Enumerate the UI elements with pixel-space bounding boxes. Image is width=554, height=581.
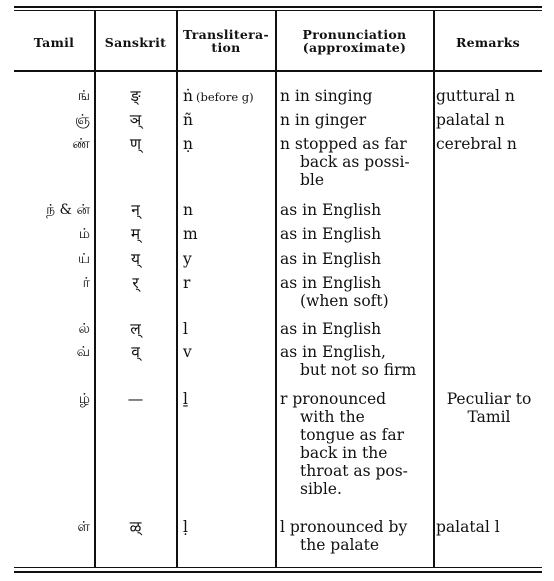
tamil-letter: ங் <box>77 88 90 104</box>
pronunciation-line: as in English <box>280 250 382 268</box>
header-sanskrit: Sanskrit <box>104 35 167 50</box>
transliteration <box>183 225 198 243</box>
transliteration-letter: n <box>183 201 193 219</box>
column-divider-3 <box>275 11 277 567</box>
pronunciation <box>280 111 432 129</box>
tamil-letter: ழ் <box>78 391 90 407</box>
remarks-line: palatal n <box>436 111 505 129</box>
transliteration-letter: ṇ <box>183 135 193 153</box>
header-pronunciation-line-2: (approximate) <box>302 40 407 55</box>
transliteration-letter: l <box>183 320 188 338</box>
remarks-line: Peculiar to <box>446 390 532 408</box>
pronunciation-line: as in English <box>280 201 382 219</box>
transliteration-letter: v <box>183 343 192 361</box>
transliteration <box>183 518 188 536</box>
pronunciation-line: (when soft) <box>300 292 389 310</box>
tamil-letter: ந் & ன் <box>46 202 90 218</box>
sanskrit-letter: व् <box>131 343 140 361</box>
transliteration-letter: ṅ <box>183 87 193 105</box>
column-divider-4 <box>433 11 435 567</box>
remarks <box>436 111 542 129</box>
pronunciation <box>280 390 432 498</box>
sanskrit-letter: ल् <box>130 320 141 338</box>
sanskrit-letter: — <box>127 390 144 408</box>
sanskrit-letter: ळ् <box>129 518 142 536</box>
transliteration-letter: ḻ <box>183 390 188 408</box>
transliteration <box>183 250 192 268</box>
header-remarks: Remarks <box>455 35 521 50</box>
header-pronunciation <box>276 28 433 54</box>
transliteration <box>183 111 193 129</box>
transliteration <box>183 274 190 292</box>
sanskrit-letter: ङ् <box>130 87 141 105</box>
transliteration-note: (before g) <box>195 90 254 104</box>
header-transliteration-line-2: tion <box>211 40 241 55</box>
pronunciation-line: as in English <box>280 320 382 338</box>
header-transliteration <box>177 28 275 54</box>
pronunciation <box>280 135 432 189</box>
tamil-letter: ர் <box>82 275 90 291</box>
bottom-rule-2 <box>14 571 542 573</box>
pronunciation-line: as in English <box>280 274 382 292</box>
header-tamil: Tamil <box>33 35 75 50</box>
pronunciation-line: n stopped as far <box>280 135 407 153</box>
remarks <box>436 135 542 153</box>
sanskrit-letter: ण् <box>129 135 142 153</box>
transliteration <box>183 343 192 361</box>
pronunciation-line: the palate <box>300 536 380 554</box>
pronunciation <box>280 343 432 379</box>
pronunciation-line: back in the <box>300 444 388 462</box>
tamil-letter: ள் <box>77 519 90 535</box>
tamil-letter: ய் <box>77 251 90 267</box>
pronunciation <box>280 87 432 105</box>
tamil-letter: ஞ் <box>74 112 90 128</box>
remarks-line: Tamil <box>467 408 511 426</box>
header-transliteration-line-1: Translitera- <box>183 27 269 42</box>
remarks-line: guttural n <box>436 87 515 105</box>
remarks <box>436 87 542 105</box>
sanskrit-letter: ञ् <box>129 111 142 129</box>
pronunciation <box>280 225 432 243</box>
tamil-letter: வ் <box>76 344 90 360</box>
transliteration-letter: ñ <box>183 111 193 129</box>
transliteration <box>183 390 188 408</box>
pronunciation-line: but not so firm <box>300 361 417 379</box>
pronunciation-line: throat as pos- <box>300 462 408 480</box>
pronunciation-line: tongue as far <box>300 426 405 444</box>
pronunciation-line: as in English <box>280 225 382 243</box>
transliteration-letter: ḷ <box>183 518 188 536</box>
sanskrit-letter: य् <box>131 250 140 268</box>
pronunciation <box>280 250 432 268</box>
transliteration <box>183 87 254 106</box>
remarks <box>436 518 542 536</box>
sanskrit-letter: म् <box>130 225 141 243</box>
header-pronunciation-line-1: Pronunciation <box>302 27 407 42</box>
pronunciation-line: back as possi- <box>300 153 410 171</box>
pronunciation-line: sible. <box>300 480 342 498</box>
sanskrit-letter: र् <box>132 274 139 292</box>
transliteration <box>183 320 188 338</box>
pronunciation <box>280 320 432 338</box>
pronunciation <box>280 274 432 310</box>
remarks-line: cerebral n <box>436 135 517 153</box>
column-divider-2 <box>176 11 178 567</box>
pronunciation <box>280 518 432 554</box>
remarks <box>436 390 542 426</box>
bottom-rule-1 <box>14 567 542 568</box>
tamil-letter: ம் <box>78 226 90 242</box>
transliteration <box>183 201 193 219</box>
tamil-letter: ல் <box>78 321 90 337</box>
tamil-letter: ண் <box>72 136 90 152</box>
transliteration-letter: m <box>183 225 198 243</box>
pronunciation <box>280 201 432 219</box>
pronunciation-line: with the <box>300 408 365 426</box>
pronunciation-line: l pronounced by <box>280 518 408 536</box>
pronunciation-line: r pronounced <box>280 390 387 408</box>
remarks-line: palatal l <box>436 518 500 536</box>
pronunciation-line: n in ginger <box>280 111 367 129</box>
transliteration-letter: y <box>183 250 192 268</box>
pronunciation-line: as in English, <box>280 343 386 361</box>
pronunciation-line: n in singing <box>280 87 373 105</box>
transliteration <box>183 135 193 153</box>
pronunciation-line: ble <box>300 171 325 189</box>
sanskrit-letter: न् <box>131 201 140 219</box>
transliteration-letter: r <box>183 274 191 292</box>
top-rule-1 <box>14 6 542 8</box>
